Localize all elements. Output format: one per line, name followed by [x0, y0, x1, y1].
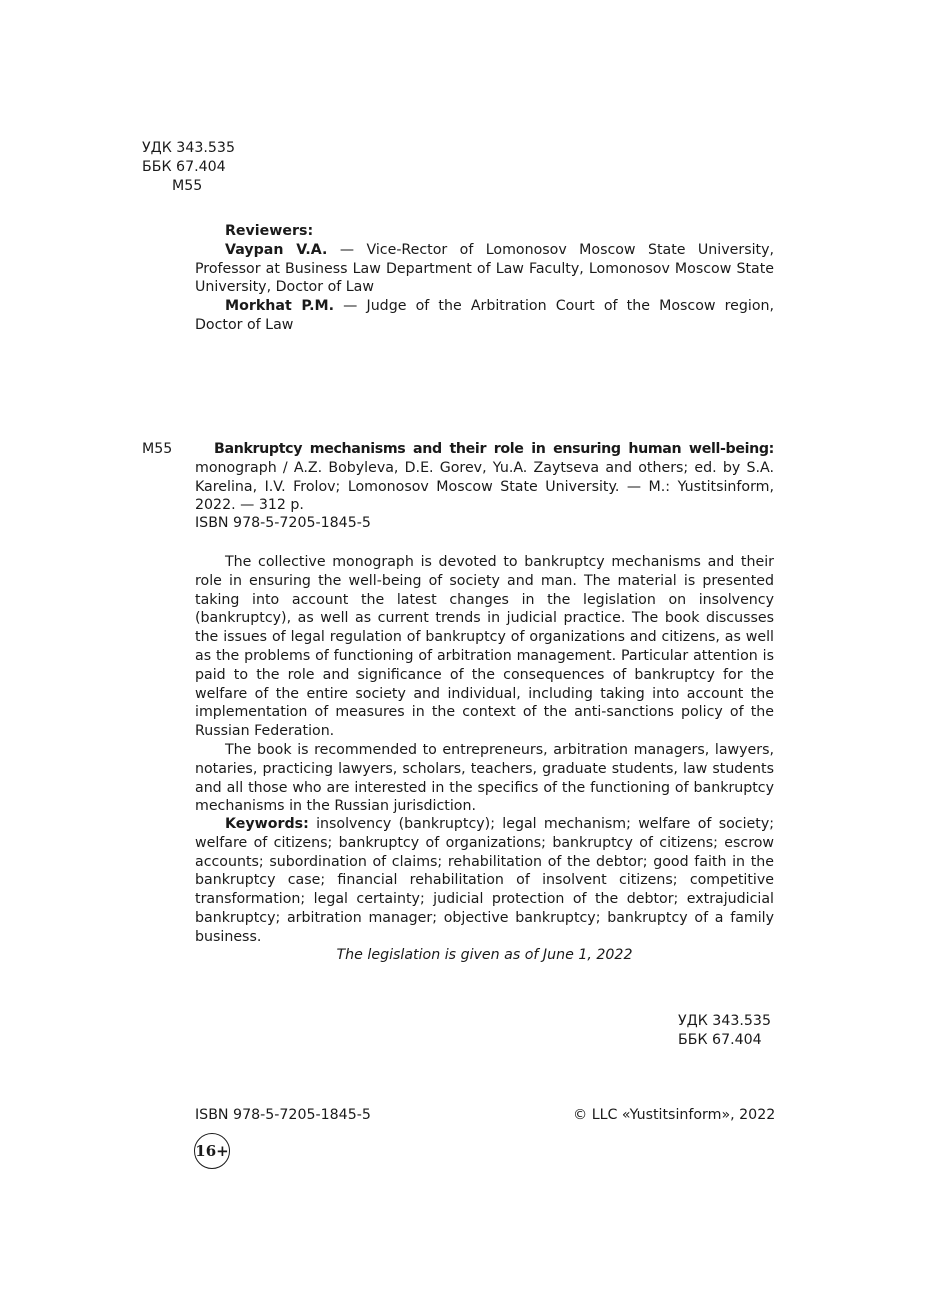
- reviewer-name: Morkhat P.M.: [225, 298, 335, 315]
- abstract-section: [195, 553, 774, 816]
- reviewer-name: Vaypan V.A.: [225, 241, 328, 258]
- author-mark: M55: [172, 177, 203, 194]
- legislation-note: The legislation is given as of June 1, 2022: [336, 947, 633, 963]
- copyright-notice: © LLC «Yustitsinform», 2022: [573, 1107, 776, 1123]
- classification-codes-bottom: [678, 1012, 771, 1050]
- keywords-label: Keywords:: [225, 816, 309, 832]
- isbn-number-footer: ISBN 978-5-7205-1845-5: [195, 1107, 371, 1123]
- keywords-section: [195, 815, 774, 947]
- bbk-code: ББК 67.404: [678, 1031, 762, 1048]
- udk-code: УДК 343.535: [678, 1013, 771, 1029]
- keywords-text: insolvency (bankruptcy); legal mechanism; welfare of society; welfare of citizens; bankruptcy of organizations; bankruptcy of citizens; escrow accounts; subordination of claims; rehabilitation of the debtor; good faith in the bankruptcy case; financial rehabilitation of insolvent citizens; competitive transformation; legal certainty; judicial protection of the debtor; extrajudicial bankruptcy; arbitration manager; objective bankruptcy; bankruptcy of a family business.: [195, 816, 774, 945]
- age-rating-label: 16+: [195, 1141, 229, 1160]
- isbn-number: ISBN 978-5-7205-1845-5: [195, 515, 371, 531]
- reviewer-description: — Judge of the Arbitration Court of the Moscow region, Doctor of Law: [195, 298, 775, 333]
- catalog-description: [195, 440, 774, 515]
- udk-code: УДК 343.535: [142, 140, 235, 156]
- abstract-paragraph: The book is recommended to entrepreneurs, arbitration managers, lawyers, notaries, practicing lawyers, scholars, teachers, graduate students, law students and all those who are interested in the specifics of the functioning of bankruptcy mechanisms in the Russian jurisdiction.: [195, 741, 774, 815]
- keywords-paragraph: [195, 815, 774, 947]
- reviewers-heading: Reviewers:: [225, 223, 314, 239]
- bbk-code: ББК 67.404: [142, 158, 226, 175]
- book-title: Bankruptcy mechanisms and their role in ensuring human well-being:: [214, 441, 774, 457]
- reviewer-description: — Vice-Rector of Lomonosov Moscow State University, Professor at Business Law Department of Law Faculty, Lomonosov Moscow State University, Doctor of Law: [195, 241, 774, 296]
- reviewer-entry: [195, 241, 774, 297]
- reviewers-section: [195, 222, 774, 335]
- classification-codes-top: [142, 139, 342, 195]
- book-details: monograph / A.Z. Bobyleva, D.E. Gorev, Yu.A. Zaytseva and others; ed. by S.A. Karelina, I.V. Frolov; Lomonosov Moscow State University. — M.: Yustitsinform, 2022. — 312 p.: [195, 459, 774, 514]
- age-rating-badge: [194, 1133, 230, 1169]
- abstract-paragraph: The collective monograph is devoted to bankruptcy mechanisms and their role in ensuring the well-being of society and man. The material is presented taking into account the latest changes in the legislation on insolvency (bankruptcy), as well as current trends in judicial practice. The book discusses the issues of legal regulation of bankruptcy of organizations and citizens, as well as the problems of functioning of arbitration management. Particular attention is paid to the role and significance of the consequences of bankruptcy for the welfare of the entire society and individual, including taking into account the implementation of measures in the context of the anti-sanctions policy of the Russian Federation.: [195, 554, 774, 740]
- catalog-entry: [195, 440, 774, 515]
- reviewer-entry: [195, 297, 774, 335]
- catalog-code: M55: [142, 441, 173, 457]
